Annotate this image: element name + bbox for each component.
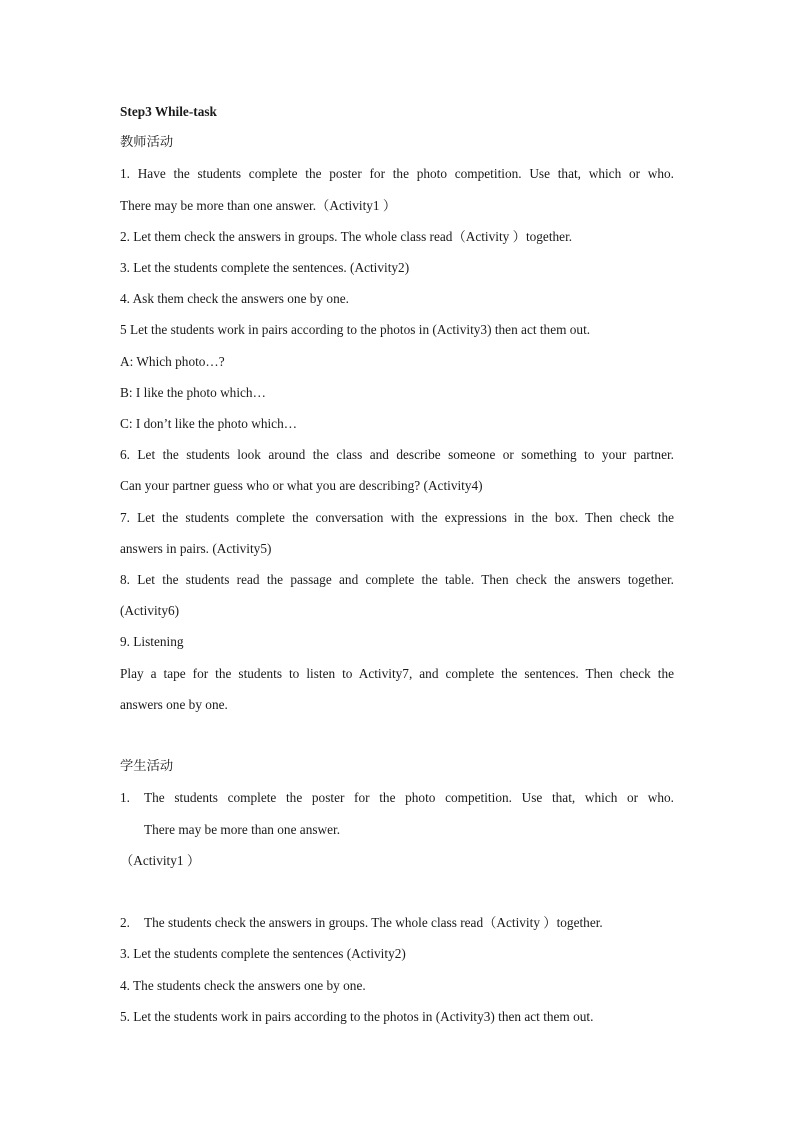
student-item-1-continued: There may be more than one answer. xyxy=(144,821,341,837)
teacher-line-16: 9. Listening xyxy=(120,634,184,650)
teacher-line-10: 6. Let the students look around the class and describe someone or something to your partner. xyxy=(120,447,674,463)
teacher-activities-title: 教师活动 xyxy=(120,135,174,151)
teacher-line-8: B: I like the photo which… xyxy=(120,384,266,400)
student-item-2 xyxy=(120,907,674,938)
teacher-line-5: 4. Ask them check the answers one by one. xyxy=(120,291,349,307)
student-item-1 xyxy=(120,782,674,813)
document-page xyxy=(120,96,674,1032)
teacher-line-17: Play a tape for the students to listen to Activity7, and complete the sentences. Then check the xyxy=(120,665,674,681)
student-line-5: 5. Let the students work in pairs according to the photos in (Activity3) then act them out. xyxy=(120,1008,594,1024)
student-line-3: 3. Let the students complete the sentences (Activity2) xyxy=(120,946,406,962)
student-item-2-number: 2. xyxy=(120,915,130,931)
teacher-line-12: 7. Let the students complete the conversation with the expressions in the box. Then check the xyxy=(120,509,674,525)
student-item-1-activity: （Activity1 ） xyxy=(120,852,201,868)
teacher-line-4: 3. Let the students complete the sentences. (Activity2) xyxy=(120,260,410,276)
teacher-line-14: 8. Let the students read the passage and complete the table. Then check the answers together. xyxy=(120,572,674,588)
student-item-1-text: The students complete the poster for the photo competition. Use that, which or who. xyxy=(144,790,674,806)
student-activities-title: 学生活动 xyxy=(120,759,174,775)
spacer xyxy=(120,720,674,751)
student-line-4: 4. The students check the answers one by one. xyxy=(120,977,366,993)
spacer xyxy=(120,876,674,907)
student-item-2-text: The students check the answers in groups. The whole class read（Activity ）together. xyxy=(144,915,603,931)
teacher-line-13: answers in pairs. (Activity5) xyxy=(120,540,272,556)
teacher-line-1: 1. Have the students complete the poster for the photo competition. Use that, which or who. xyxy=(120,166,674,182)
teacher-line-15: (Activity6) xyxy=(120,603,180,619)
teacher-line-11: Can your partner guess who or what you are describing? (Activity4) xyxy=(120,478,483,494)
student-item-1-number: 1. xyxy=(120,790,130,806)
teacher-line-6: 5 Let the students work in pairs according to the photos in (Activity3) then act them out. xyxy=(120,322,591,338)
section-heading: Step3 While-task xyxy=(120,104,217,119)
teacher-line-7: A: Which photo…? xyxy=(120,353,225,369)
teacher-line-3: 2. Let them check the answers in groups. The whole class read（Activity ）together. xyxy=(120,228,573,244)
teacher-line-18: answers one by one. xyxy=(120,696,228,712)
teacher-line-9: C: I don’t like the photo which… xyxy=(120,416,298,432)
teacher-line-2: There may be more than one answer.（Activity1 ） xyxy=(120,197,397,213)
